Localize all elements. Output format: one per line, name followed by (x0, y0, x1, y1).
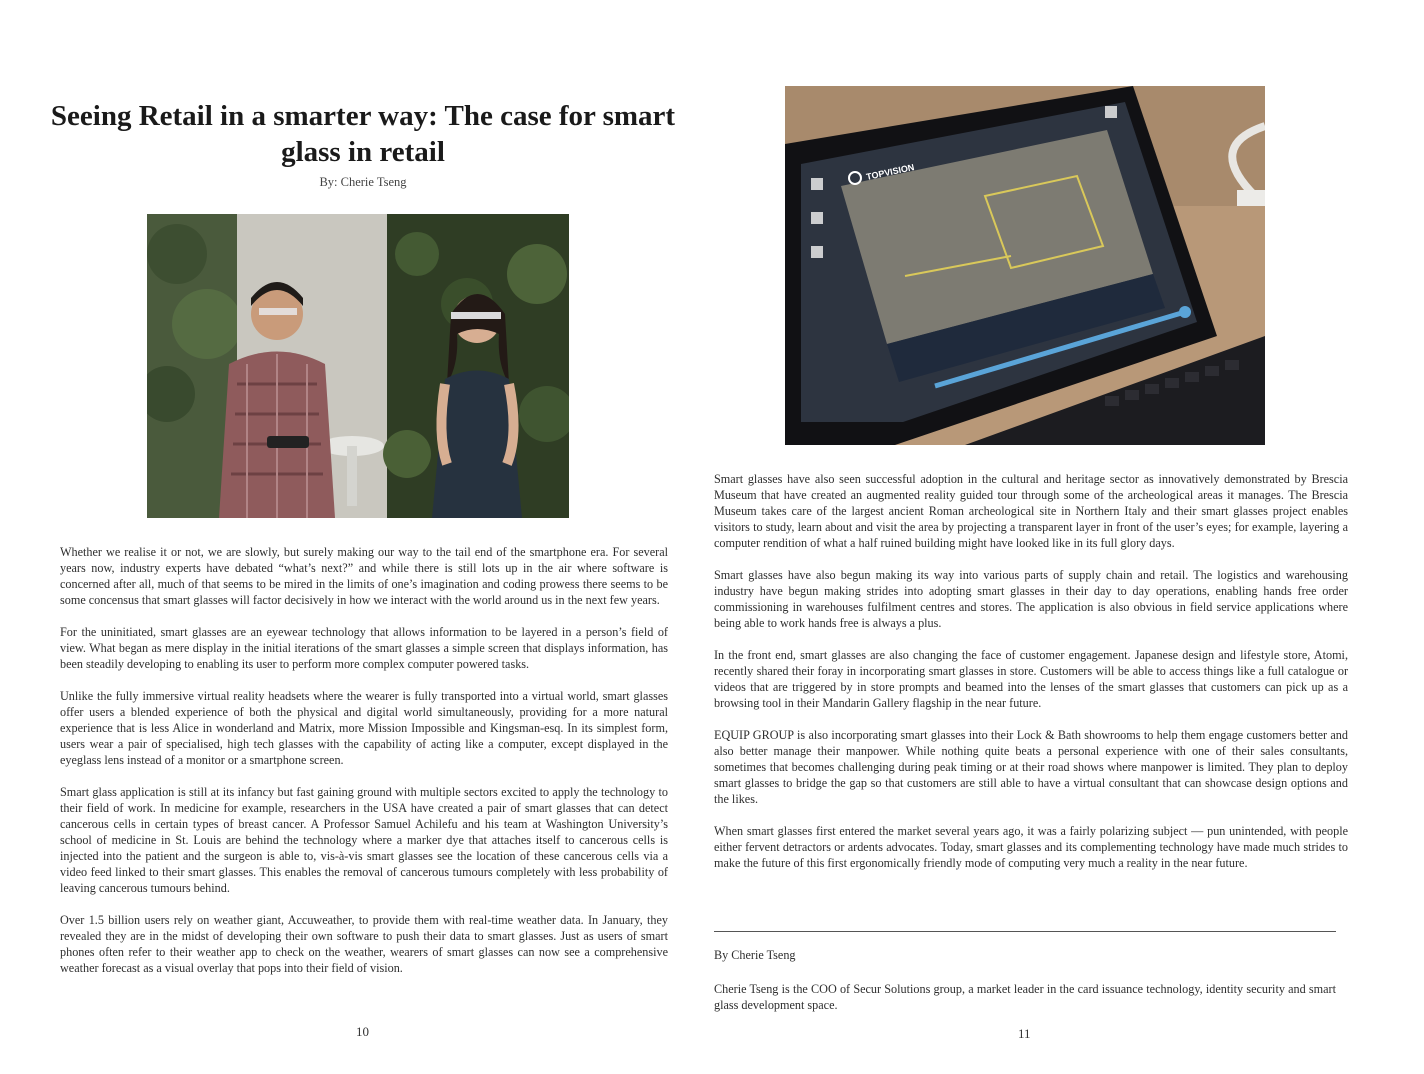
photo-people-with-smart-glasses (147, 214, 569, 518)
article-byline: By: Cherie Tseng (319, 175, 407, 189)
article-title: Seeing Retail in a smarter way: The case for smart glass in retail (50, 100, 676, 168)
page-number: 11 (1018, 1026, 1031, 1041)
divider-rule (714, 931, 1336, 932)
paragraph: In the front end, smart glasses are also changing the face of customer engagement. Japanese design and lifestyle store, Atomi, recently shared their foray in incorporating smart glasses in store. Customers will be able to access things like a full catalogue or videos that are triggered by in store prompts and beamed into the lenses of the smart glasses that customers can pick up as a browsing tool in their Mandarin Gallery flagship in the near future. (714, 648, 1348, 710)
paragraph: EQUIP GROUP is also incorporating smart glasses into their Lock & Bath showrooms to help them engage customers better and also better manage their manpower. While nothing quite beats a personal experience with one of their sales consultants, sometimes that becomes challenging during peak timing or at their road shows where manpower is limited. They plan to deploy smart glasses to bridge the gap so that customers are still able to have a virtual consultant that can showcase design options and the likes. (714, 728, 1348, 806)
right-page (712, 0, 1424, 1074)
paragraph: When smart glasses first entered the market several years ago, it was a fairly polarizing subject — pun unintended, with people either fervent detractors or ardents advocates. Today, smart glasses and its complementing technology have made much strides to make the future of this first ergonomically friendly mode of computing very much a reality in the near future. (714, 824, 1348, 870)
right-page-body (714, 471, 1348, 887)
paragraph: Over 1.5 billion users rely on weather giant, Accuweather, to provide them with real-time weather data. In January, they revealed they are in the midst of developing their own software to push their data to smart glasses. Just as users of smart phones often refer to their weather app to check on the weather, wearers of smart glasses can now see a comprehensive weather forecast as a visual overlay that pops into their field of vision. (60, 913, 668, 975)
tablet-illustration (785, 86, 1265, 445)
paragraph: For the uninitiated, smart glasses are an eyewear technology that allows information to be layered in a person’s field of view. What began as mere display in the initial iterations of the smart glasses a simple screen that displays information, has been steadily developing to enabling its user to perform more complex computer powered tasks. (60, 625, 668, 671)
left-page-body (60, 544, 668, 992)
tablet-brand-logo: TOPVISION (865, 162, 916, 182)
author-byline: By Cherie Tseng (714, 948, 796, 962)
paragraph: Smart glasses have also begun making its way into various parts of supply chain and retail. The logistics and warehousing industry have begun making strides into adopting smart glasses in their day to day operations, enabling hands free order commissioning in warehouses fulfilment centres and stores. The application is also obvious in field service applications where being able to work hands free is always a plus. (714, 568, 1348, 630)
paragraph: Unlike the fully immersive virtual reality headsets where the wearer is fully transported into a virtual world, smart glasses offer users a blended experience of both the physical and digital world simultaneously, providing for a more natural experience that is less Alice in wonderland and Matrix, more Mission Impossible and Kingsman-esq. In its simplest form, users wear a pair of specialised, high tech glasses with the capability of acting like a computer, except displayed in the eyeglass lens instead of a monitor or a smartphone screen. (60, 689, 668, 767)
paragraph: Whether we realise it or not, we are slowly, but surely making our way to the tail end of the smartphone era. For several years now, industry experts have debated “what’s next?” and while there is still lots up in the air where software is concerned after all, much of that seems to be mired in the limits of one’s imagination and coding prowess there seems to be some concensus that smart glasses will factor decisively in how we interact with the world around us in the next few years. (60, 545, 668, 607)
page-number: 10 (356, 1024, 369, 1039)
paragraph: Smart glass application is still at its infancy but fast gaining ground with multiple sectors excited to apply the technology to their field of work. In medicine for example, researchers in the USA have created a pair of smart glasses that can detect cancerous cells in certain types of breast cancer. A Professor Samuel Achilefu and his team at Washington University’s school of medicine in St. Louis are behind the technology where a marker dye that attaches itself to cancerous cells is injected into the patient and the surgeon is able to, vis-à-vis smart glasses see the location of these cancerous cells via a video feed linked to their smart glasses. This enables the removal of cancerous tumours completely with less probability of leaving cancerous tumours behind. (60, 785, 668, 895)
photo-illustration (147, 214, 569, 518)
paragraph: Smart glasses have also seen successful adoption in the cultural and heritage sector as innovatively demonstrated by Brescia Museum that have created an augmented reality guided tour through some of the archeological areas it manages. The Brescia Museum takes care of the largest ancient Roman archeological site in Northern Italy and their smart glasses project enables visitors to study, learn about and visit the area by projecting a transparent layer in front of the user’s eyes; for example, layering a computer rendition of what a half ruined building might have looked like in its full glory days. (714, 472, 1348, 550)
author-bio: Cherie Tseng is the COO of Secur Solutions group, a market leader in the card issuance technology, identity security and smart glass development space. (714, 982, 1336, 1012)
photo-topvision-tablet-screen (785, 86, 1265, 445)
